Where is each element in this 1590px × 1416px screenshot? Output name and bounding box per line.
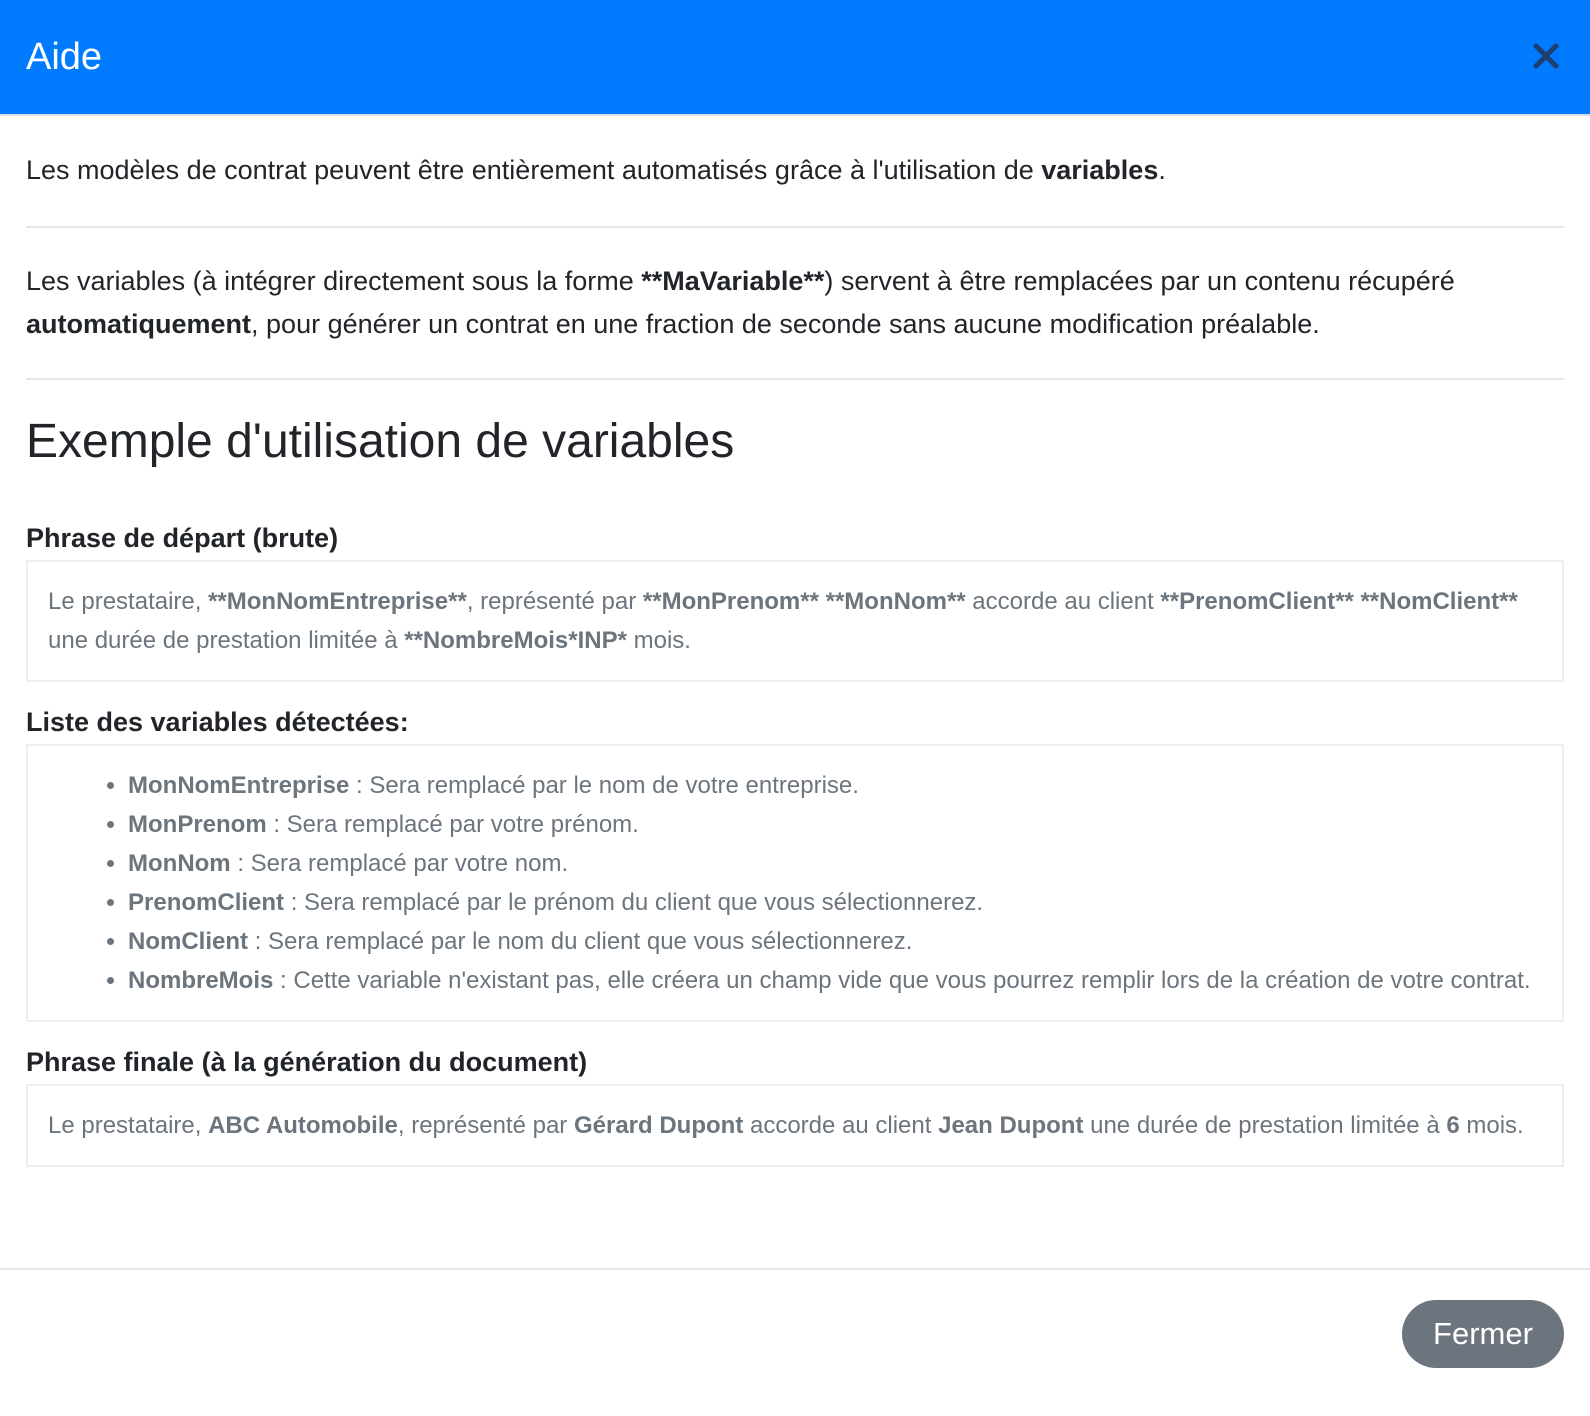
example-title: Exemple d'utilisation de variables [26,415,735,468]
modal-header [0,0,1590,116]
raw-heading: Phrase de départ (brute) [26,523,339,553]
raw-sentence-box [26,560,1564,682]
variable-name: NomClient [128,928,248,955]
variable-name: NombreMois [128,967,274,994]
raw-text: accorde au client [965,588,1161,615]
modal-title: Aide [26,35,103,78]
list-item [128,766,1542,805]
list-heading: Liste des variables détectées: [26,707,409,737]
raw-var: **MonPrenom** **MonNom** [642,588,966,615]
para-bold-auto: automatiquement [26,309,252,339]
list-item [128,844,1542,883]
variables-list-box [26,744,1564,1022]
variable-desc: : Sera remplacé par le nom de votre entreprise. [349,772,859,799]
intro-paragraph [26,116,1564,226]
modal-body [0,116,1590,1167]
final-heading: Phrase finale (à la génération du document) [26,1047,588,1077]
fermer-button[interactable]: Fermer [1402,1300,1564,1368]
final-value: 6 [1446,1112,1460,1139]
para-bold-variable: **MaVariable** [641,266,825,296]
final-sentence-box [26,1084,1564,1167]
raw-var: **NombreMois*INP* [404,627,627,654]
para-text: ) servent à être remplacées par un contenu récupéré [824,266,1455,296]
final-text: accorde au client [743,1112,939,1139]
final-value: Gérard Dupont [573,1112,744,1139]
para-text: Les variables (à intégrer directement sous la forme [26,266,642,296]
modal-footer [0,1268,1590,1416]
raw-text: Le prestataire, [48,588,209,615]
raw-text: , représenté par [466,588,643,615]
intro-bold: variables [1041,155,1159,185]
variable-desc: : Cette variable n'existant pas, elle créera un champ vide que vous pourrez remplir lors de la création de votre contrat. [273,967,1531,994]
variables-list [48,766,1542,1000]
variable-desc: : Sera remplacé par votre prénom. [266,811,639,838]
variable-desc: : Sera remplacé par votre nom. [230,850,569,877]
intro-text-end: . [1158,155,1166,185]
close-x-icon [1532,42,1560,73]
variable-name: PrenomClient [128,889,285,916]
intro-text: Les modèles de contrat peuvent être entièrement automatisés grâce à l'utilisation de [26,155,1042,185]
variable-name: MonNom [128,850,231,877]
final-text: Le prestataire, [48,1112,209,1139]
final-text: une durée de prestation limitée à [1083,1112,1447,1139]
list-item [128,922,1542,961]
final-text: , représenté par [397,1112,574,1139]
para-text: , pour générer un contrat en une fraction de seconde sans aucune modification préalable. [251,309,1320,339]
variable-name: MonNomEntreprise [128,772,350,799]
list-item [128,883,1542,922]
variable-desc: : Sera remplacé par le prénom du client que vous sélectionnerez. [284,889,984,916]
raw-text: mois. [626,627,691,654]
raw-var: **MonNomEntreprise** [208,588,467,615]
final-value: ABC Automobile [208,1112,398,1139]
raw-text: une durée de prestation limitée à [48,627,405,654]
list-item [128,805,1542,844]
final-text: mois. [1459,1112,1524,1139]
variable-name: MonPrenom [128,811,267,838]
raw-var: **PrenomClient** **NomClient** [1160,588,1518,615]
variables-paragraph [26,228,1564,378]
final-value: Jean Dupont [938,1112,1084,1139]
variable-desc: : Sera remplacé par le nom du client que vous sélectionnerez. [248,928,913,955]
list-item [128,961,1542,1000]
close-button[interactable] [1528,39,1564,75]
